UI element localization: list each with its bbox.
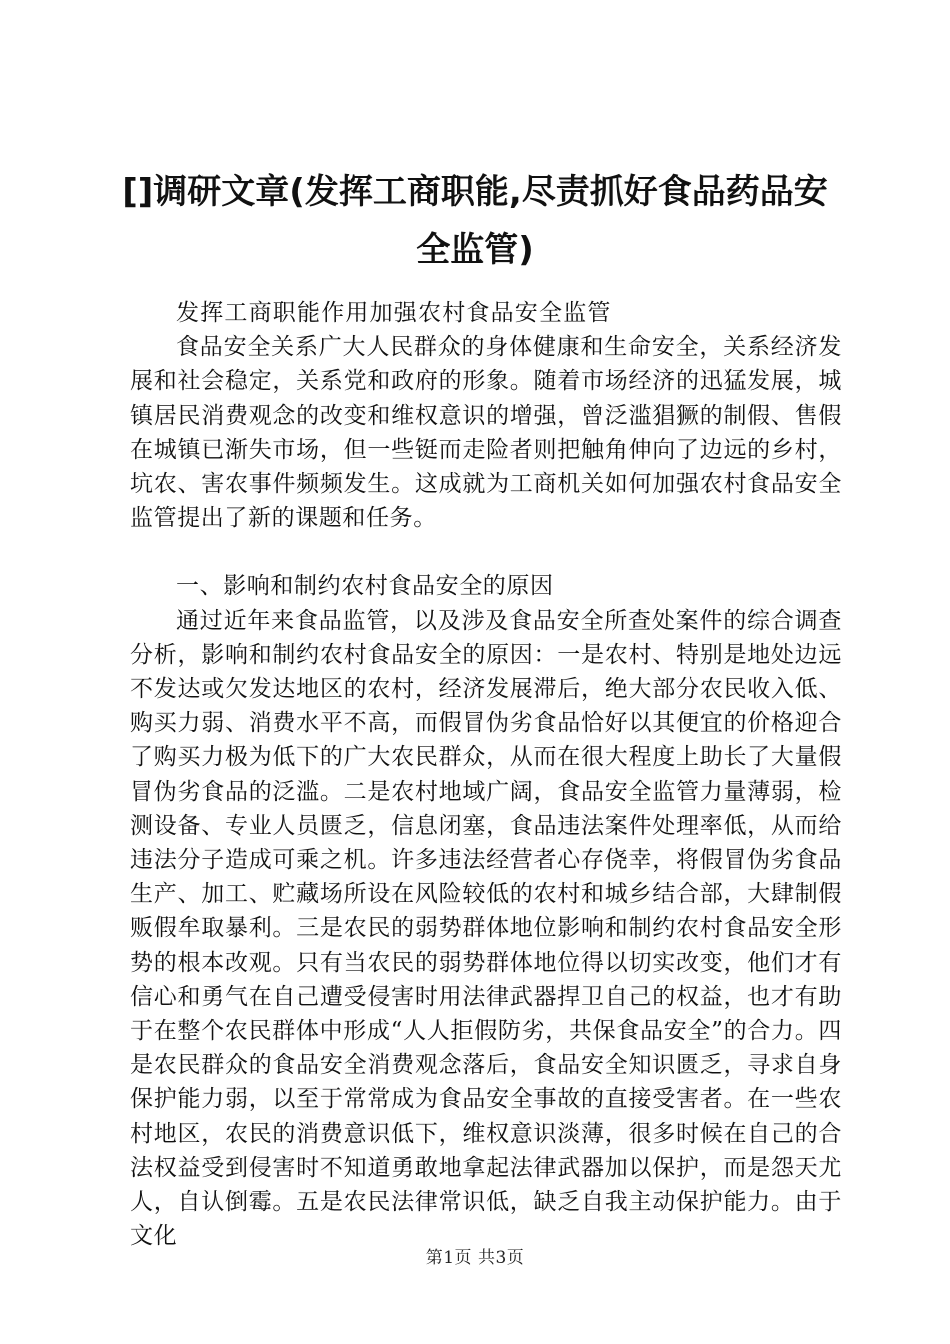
section-heading: 一、影响和制约农村食品安全的原因 bbox=[176, 573, 554, 600]
page-number-footer: 第1页 共3页 bbox=[425, 1248, 525, 1268]
article-subtitle: 发挥工商职能作用加强农村食品安全监管 bbox=[176, 300, 612, 326]
intro-paragraph: 食品安全关系广大人民群众的身体健康和生命安全，关系经济发展和社会稳定，关系党和政府的形象。随着市场经济的迅猛发展，城镇居民消费观念的改变和维权意识的增强，曾泛滥猖獗的制假、售假在城镇已渐失市场，但一些铤而走险者则把触角伸向了边远的乡村，坑农、害农事件频频发生。这成就为工商机关如何加强农村食品安全监管提出了新的课题和任务。 bbox=[130, 334, 842, 532]
document-body bbox=[130, 296, 842, 1253]
document-title: []调研文章(发挥工商职能,尽责抓好食品药品安全监管) bbox=[122, 172, 828, 270]
body-paragraph: 通过近年来食品监管，以及涉及食品安全所查处案件的综合调查分析，影响和制约农村食品安全的原因：一是农村、特别是地处边远不发达或欠发达地区的农村，经济发展滞后，绝大部分农民收入低、购买力弱、消费水平不高，而假冒伪劣食品恰好以其便宜的价格迎合了购买力极为低下的广大农民群众，从而在很大程度上助长了大量假冒伪劣食品的泛滥。二是农村地域广阔，食品安全监管力量薄弱，检测设备、专业人员匮乏，信息闭塞，食品违法案件处理率低，从而给违法分子造成可乘之机。许多违法经营者心存侥幸，将假冒伪劣食品生产、加工、贮藏场所设在风险较低的农村和城乡结合部，大肆制假贩假牟取暴利。三是农民的弱势群体地位影响和制约农村食品安全形势的根本改观。只有当农民的弱势群体地位得以切实改变，他们才有信心和勇气在自己遭受侵害时用法律武器捍卫自己的权益，也才有助于在整个农民群体中形成“人人拒假防劣，共保食品安全”的合力。四是农民群众的食品安全消费观念落后，食品安全知识匮乏，寻求自身保护能力弱，以至于常常成为食品安全事故的直接受害者。在一些农村地区，农民的消费意识低下，维权意识淡薄，很多时候在自己的合法权益受到侵害时不知道勇敢地拿起法律武器加以保护，而是怨天尤人，自认倒霉。五是农民法律常识低，缺乏自我主动保护能力。由于文化 bbox=[130, 607, 842, 1250]
